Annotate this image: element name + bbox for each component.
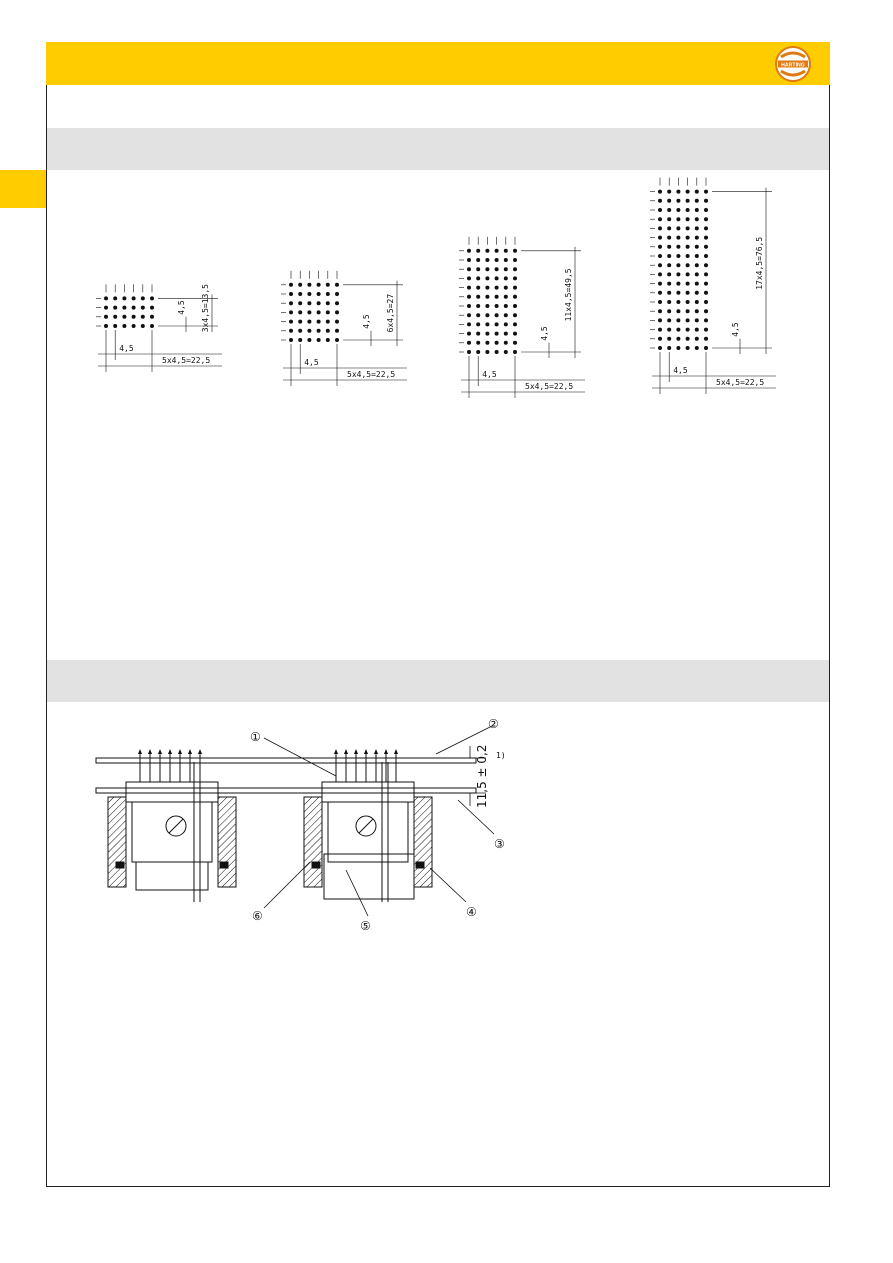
pin-dot — [326, 320, 330, 324]
pin-dot — [686, 254, 690, 258]
pin-dot — [667, 245, 671, 249]
pcb-board-upper — [96, 758, 476, 763]
pin-dot — [658, 300, 662, 304]
pin-dot — [335, 310, 339, 314]
pin-dot — [326, 301, 330, 305]
pin-dot — [667, 282, 671, 286]
pin-dot — [676, 236, 680, 240]
pin-dot — [467, 322, 471, 326]
pin-dot — [122, 306, 126, 310]
header-bar — [46, 42, 830, 85]
pin-dot — [326, 283, 330, 287]
pin-dot — [467, 304, 471, 308]
pin-dot — [513, 258, 517, 262]
pin-dot — [704, 300, 708, 304]
pin-dot — [504, 286, 508, 290]
pin-dot — [704, 254, 708, 258]
pin-dot — [467, 249, 471, 253]
pin-dot — [150, 306, 154, 310]
pin-dot — [704, 272, 708, 276]
pin-dot — [476, 350, 480, 354]
pin-dot — [132, 324, 136, 328]
pin-dot — [476, 295, 480, 299]
pin-dot — [504, 322, 508, 326]
pin-dot — [676, 226, 680, 230]
pin-dot — [658, 291, 662, 295]
pin-dot — [141, 324, 145, 328]
pin-dot — [317, 329, 321, 333]
pin-dot — [676, 272, 680, 276]
pin-dot — [495, 267, 499, 271]
pin-dot — [495, 258, 499, 262]
pin-dot — [686, 300, 690, 304]
pin-dot — [504, 341, 508, 345]
pin-dot — [485, 295, 489, 299]
pin-dot — [704, 190, 708, 194]
pin-dot — [495, 350, 499, 354]
pin-dot — [667, 291, 671, 295]
height-dim-label: 6x4,5=27 — [386, 293, 395, 333]
pin-dot — [676, 318, 680, 322]
pin-dot — [113, 324, 117, 328]
pin-dot — [695, 272, 699, 276]
pin-dot — [335, 301, 339, 305]
pin-dot — [686, 337, 690, 341]
pin-dot — [495, 332, 499, 336]
pin-dot — [676, 199, 680, 203]
pin-dot — [504, 267, 508, 271]
height-dim-label: 3x4,5=13,5 — [201, 284, 210, 333]
pin-dot — [704, 199, 708, 203]
pin-dot — [695, 226, 699, 230]
pitch-v-dim-label: 4,5 — [731, 322, 740, 337]
pin-dot — [658, 226, 662, 230]
pin-dot — [695, 199, 699, 203]
pin-dot — [676, 190, 680, 194]
pin-dot — [513, 276, 517, 280]
pin-dot — [495, 249, 499, 253]
pin-dot — [686, 272, 690, 276]
pin-dot — [113, 306, 117, 310]
pin-dot — [695, 208, 699, 212]
side-tab — [0, 170, 46, 208]
pin-dot — [476, 341, 480, 345]
pin-dot — [289, 329, 293, 333]
pin-dot — [485, 286, 489, 290]
pin-dot — [122, 296, 126, 300]
pin-dot — [476, 276, 480, 280]
pin-dot — [141, 315, 145, 319]
pin-dot — [467, 313, 471, 317]
pin-dot — [326, 292, 330, 296]
pin-dot — [289, 310, 293, 314]
pin-dot — [104, 296, 108, 300]
pin-dot — [676, 337, 680, 341]
pin-dot — [658, 208, 662, 212]
pin-dot — [307, 338, 311, 342]
pin-layout-1 — [96, 284, 222, 372]
pin-dot — [658, 245, 662, 249]
pin-dot — [686, 208, 690, 212]
pin-dot — [476, 249, 480, 253]
pin-dot — [485, 341, 489, 345]
pin-dot — [695, 328, 699, 332]
pin-dot — [667, 208, 671, 212]
pin-dot — [686, 346, 690, 350]
pin-dot — [658, 309, 662, 313]
pin-dot — [695, 217, 699, 221]
pin-dot — [676, 291, 680, 295]
pin-dot — [704, 337, 708, 341]
pin-dot — [676, 300, 680, 304]
pin-dot — [141, 296, 145, 300]
pin-dot — [676, 263, 680, 267]
pin-dot — [504, 295, 508, 299]
pin-dot — [695, 309, 699, 313]
pin-dot — [667, 254, 671, 258]
pin-dot — [326, 338, 330, 342]
pin-dot — [467, 276, 471, 280]
pin-dot — [667, 236, 671, 240]
pin-dot — [485, 350, 489, 354]
callout-leaders — [264, 726, 494, 916]
height-dim-label: 11x4,5=49,5 — [564, 268, 573, 322]
pin-dot — [485, 267, 489, 271]
pin-dot — [658, 190, 662, 194]
pin-dot — [476, 267, 480, 271]
pin-dot — [667, 190, 671, 194]
pin-dot — [686, 217, 690, 221]
pin-dot — [658, 199, 662, 203]
connector-left — [108, 762, 236, 902]
pin-dot — [467, 286, 471, 290]
pin-dot — [476, 313, 480, 317]
pin-layout-2 — [281, 271, 407, 386]
pin-dot — [704, 226, 708, 230]
pin-dot — [704, 309, 708, 313]
callout-5: ⑤ — [360, 919, 371, 933]
pin-dot — [667, 337, 671, 341]
assembly-drawing — [46, 702, 830, 952]
pin-dot — [150, 324, 154, 328]
pin-dot — [676, 282, 680, 286]
pin-dot — [307, 283, 311, 287]
pin-dot — [658, 328, 662, 332]
pin-dot — [676, 309, 680, 313]
pin-dot — [676, 254, 680, 258]
pin-dot — [704, 245, 708, 249]
pin-dot — [307, 301, 311, 305]
pin-dot — [495, 322, 499, 326]
pin-dot — [467, 341, 471, 345]
pin-dot — [317, 283, 321, 287]
pin-dot — [658, 236, 662, 240]
pin-dot — [335, 292, 339, 296]
pin-dot — [676, 217, 680, 221]
pin-dot — [658, 318, 662, 322]
pin-dot — [695, 337, 699, 341]
pin-dot — [513, 304, 517, 308]
pin-dot — [667, 346, 671, 350]
pin-layout-3 — [459, 237, 585, 398]
gap-dim-label: 11,5 ± 0,2 — [475, 744, 489, 808]
pin-dot — [667, 226, 671, 230]
pin-dot — [485, 249, 489, 253]
pitch-v-dim-label: 4,5 — [540, 326, 549, 341]
pitch-dim-label: 4,5 — [673, 366, 688, 375]
pin-dot — [667, 217, 671, 221]
pin-dot — [122, 315, 126, 319]
pin-dot — [485, 313, 489, 317]
pin-dot — [289, 338, 293, 342]
pin-dot — [695, 254, 699, 258]
pin-dot — [467, 332, 471, 336]
pin-dot — [704, 217, 708, 221]
pin-dot — [658, 337, 662, 341]
pin-dot — [658, 282, 662, 286]
pitch-dim-label: 4,5 — [482, 370, 497, 379]
pin-dot — [704, 263, 708, 267]
pitch-v-dim-label: 4,5 — [362, 314, 371, 329]
pin-dot — [686, 328, 690, 332]
callout-1: ① — [250, 730, 261, 744]
pin-dot — [695, 291, 699, 295]
pin-dot — [298, 310, 302, 314]
pin-dot — [504, 304, 508, 308]
pin-dot — [513, 332, 517, 336]
pin-dot — [298, 292, 302, 296]
pin-dot — [513, 295, 517, 299]
pin-dot — [667, 300, 671, 304]
pin-dot — [289, 292, 293, 296]
pin-dot — [335, 283, 339, 287]
callout-4: ④ — [466, 905, 477, 919]
pin-dot — [695, 236, 699, 240]
pin-layouts-drawing — [46, 170, 830, 420]
pin-dot — [495, 286, 499, 290]
pin-dot — [667, 328, 671, 332]
pin-dot — [676, 208, 680, 212]
pin-dot — [686, 199, 690, 203]
pin-dot — [513, 249, 517, 253]
pin-dot — [658, 254, 662, 258]
width-dim-label: 5x4,5=22,5 — [162, 356, 211, 365]
pin-dot — [686, 291, 690, 295]
pin-dot — [686, 226, 690, 230]
pin-dot — [704, 318, 708, 322]
pitch-dim-label: 4,5 — [304, 358, 319, 367]
pin-dot — [104, 306, 108, 310]
gap-dim-note: 1) — [496, 751, 506, 760]
pin-dot — [513, 350, 517, 354]
pin-dot — [150, 315, 154, 319]
height-dim-label: 17x4,5=76,5 — [755, 236, 764, 290]
pin-dot — [289, 301, 293, 305]
pin-dot — [676, 346, 680, 350]
pin-dot — [476, 286, 480, 290]
pin-dot — [335, 338, 339, 342]
pin-dot — [485, 322, 489, 326]
pin-dot — [317, 338, 321, 342]
section-bar-pin-layouts — [47, 128, 829, 170]
pin-dot — [504, 249, 508, 253]
pin-dot — [504, 258, 508, 262]
pin-dot — [495, 313, 499, 317]
pin-dot — [667, 309, 671, 313]
pin-dot — [686, 309, 690, 313]
pin-dot — [335, 329, 339, 333]
pin-dot — [467, 350, 471, 354]
pin-dot — [467, 258, 471, 262]
pin-dot — [289, 320, 293, 324]
pin-dot — [298, 329, 302, 333]
pin-layout-4 — [650, 178, 776, 394]
pin-dot — [704, 236, 708, 240]
pin-dot — [658, 346, 662, 350]
mounting-plate — [96, 788, 476, 793]
pin-dot — [485, 304, 489, 308]
pitch-v-dim-label: 4,5 — [177, 300, 186, 315]
pin-dot — [476, 304, 480, 308]
pin-dot — [495, 295, 499, 299]
pin-dot — [695, 245, 699, 249]
callout-2: ② — [488, 717, 499, 731]
pin-dot — [495, 341, 499, 345]
pin-dot — [695, 190, 699, 194]
callout-6: ⑥ — [252, 909, 263, 923]
pin-dot — [686, 282, 690, 286]
pin-dot — [667, 318, 671, 322]
pin-dot — [513, 267, 517, 271]
logo-text: HARTING — [781, 62, 805, 69]
pin-dot — [476, 322, 480, 326]
pin-dot — [686, 245, 690, 249]
pin-dot — [476, 258, 480, 262]
pin-dot — [485, 258, 489, 262]
pin-dot — [307, 310, 311, 314]
harting-logo-icon — [774, 45, 812, 83]
pin-dot — [504, 313, 508, 317]
pin-dot — [686, 318, 690, 322]
pin-dot — [495, 276, 499, 280]
pin-dot — [467, 267, 471, 271]
pin-dot — [686, 263, 690, 267]
pin-dot — [289, 283, 293, 287]
pin-dot — [317, 301, 321, 305]
pin-dot — [504, 332, 508, 336]
pin-dot — [513, 341, 517, 345]
pin-dot — [132, 315, 136, 319]
pin-dot — [704, 346, 708, 350]
pin-dot — [307, 292, 311, 296]
pin-dot — [658, 217, 662, 221]
pin-dot — [686, 236, 690, 240]
connector-right — [304, 762, 432, 902]
pin-dot — [695, 318, 699, 322]
pin-dot — [504, 350, 508, 354]
pin-dot — [307, 320, 311, 324]
pin-dot — [504, 276, 508, 280]
pin-dot — [704, 208, 708, 212]
pin-dot — [485, 332, 489, 336]
pin-dot — [317, 310, 321, 314]
section-bar-assembly — [47, 660, 829, 702]
pin-dot — [704, 282, 708, 286]
pin-dot — [317, 292, 321, 296]
pin-dot — [326, 310, 330, 314]
pin-dot — [298, 283, 302, 287]
pin-dot — [686, 190, 690, 194]
pin-dot — [695, 300, 699, 304]
pin-dot — [695, 263, 699, 267]
pin-dot — [113, 315, 117, 319]
pin-dot — [704, 328, 708, 332]
pin-dot — [513, 322, 517, 326]
pin-dot — [513, 286, 517, 290]
pin-dot — [658, 263, 662, 267]
pin-dot — [122, 324, 126, 328]
pin-dot — [667, 199, 671, 203]
pin-dot — [141, 306, 145, 310]
pin-dot — [658, 272, 662, 276]
pin-dot — [467, 295, 471, 299]
pin-dot — [132, 296, 136, 300]
pin-dot — [307, 329, 311, 333]
pin-dot — [298, 320, 302, 324]
pin-dot — [113, 296, 117, 300]
pin-dot — [335, 320, 339, 324]
pin-dot — [495, 304, 499, 308]
width-dim-label: 5x4,5=22,5 — [347, 370, 396, 379]
pin-dot — [298, 338, 302, 342]
width-dim-label: 5x4,5=22,5 — [716, 378, 765, 387]
pin-dot — [132, 306, 136, 310]
pin-dot — [150, 296, 154, 300]
pin-dot — [676, 328, 680, 332]
width-dim-label: 5x4,5=22,5 — [525, 382, 574, 391]
pin-dot — [667, 272, 671, 276]
callout-3: ③ — [494, 837, 505, 851]
pin-dot — [104, 315, 108, 319]
pin-dot — [695, 282, 699, 286]
pin-dot — [676, 245, 680, 249]
pin-dot — [667, 263, 671, 267]
pin-dot — [104, 324, 108, 328]
pin-dot — [485, 276, 489, 280]
pin-dot — [476, 332, 480, 336]
pin-dot — [513, 313, 517, 317]
pin-dot — [326, 329, 330, 333]
pitch-dim-label: 4,5 — [119, 344, 134, 353]
pin-dot — [695, 346, 699, 350]
pin-dot — [704, 291, 708, 295]
pin-dot — [298, 301, 302, 305]
pin-dot — [317, 320, 321, 324]
